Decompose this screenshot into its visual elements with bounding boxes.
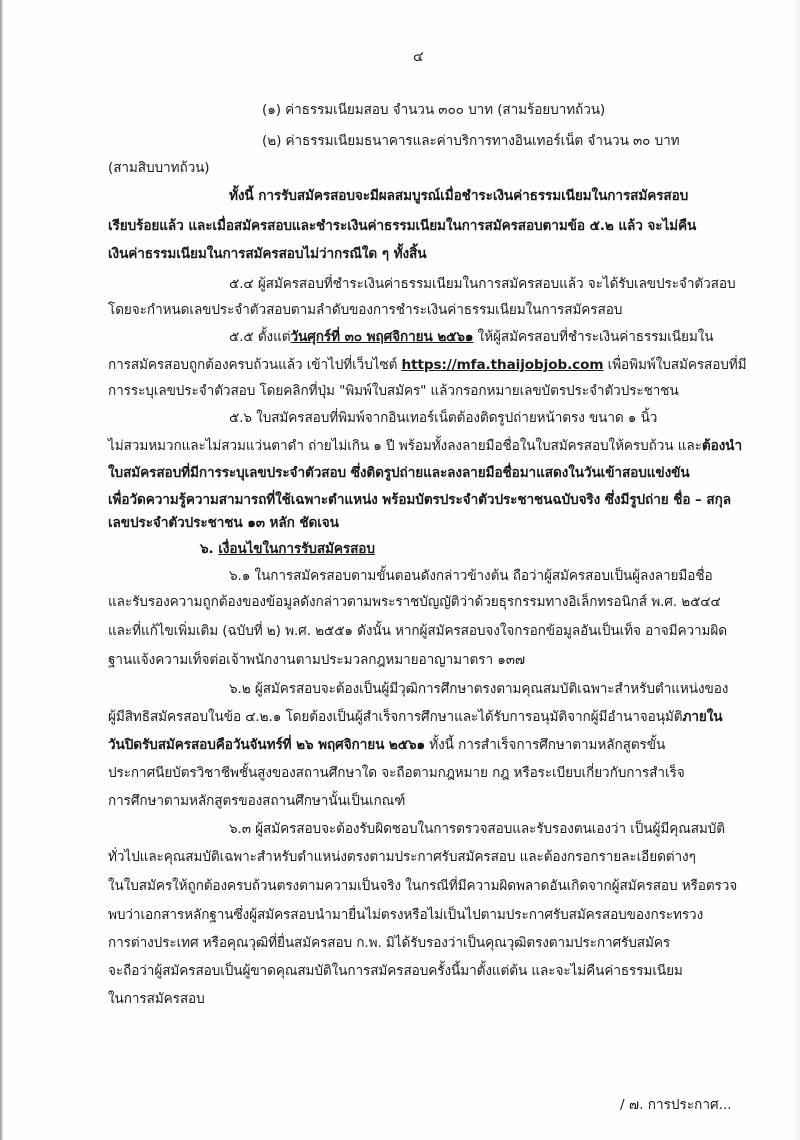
- section-5-6-line-2-bold: ต้องนำ: [701, 438, 742, 454]
- section-5-5-number: ๕.๕ ตั้งแต่: [229, 329, 291, 345]
- section-6-2-line-3: [108, 735, 665, 755]
- section-6-1-line-2: และรับรองความถูกต้องของข้อมูลดังกล่าวตามพระราชบัญญัติว่าด้วยธุรกรรมทางอิเล็กทรอนิกส์ พ.ศ. ๒๕๔๔: [108, 594, 721, 610]
- scan-edge-right: [792, 0, 800, 1140]
- section-5-5-line-3: การระบุเลขประจำตัวสอบ โดยคลิกที่ปุ่ม "พิมพ์ใบสมัคร" แล้วกรอกหมายเลขบัตรประจำตัวประชาชน: [108, 383, 679, 399]
- section-6-2-line-1: ๖.๒ ผู้สมัครสอบจะต้องเป็นผู้มีวุฒิการศึกษาตรงตามคุณสมบัติเฉพาะสำหรับตำแหน่งของ: [229, 681, 729, 697]
- section-6-1-line-3: และที่แก้ไขเพิ่มเติม (ฉบับที่ ๒) พ.ศ. ๒๕๕๑ ดังนั้น หากผู้สมัครสอบจงใจกรอกข้อมูลอันเป็นเท็จ อาจมีความผิด: [108, 623, 727, 639]
- section-6-3-line-6: จะถือว่าผู้สมัครสอบเป็นผู้ขาดคุณสมบัติในการสมัครสอบครั้งนี้มาตั้งแต่ต้น และจะไม่คืนค่าธรรมเนียม: [108, 963, 683, 979]
- section-6-2-line-3-rest: ทั้งนี้ การสำเร็จการศึกษาตามหลักสูตรขั้น: [425, 737, 666, 753]
- fee-item-2-cont: (สามสิบบาทถ้วน): [108, 160, 210, 176]
- section-6-1-line-4: ฐานแจ้งความเท็จต่อเจ้าพนักงานตามประมวลกฎหมายอาญามาตรา ๑๓๗: [108, 652, 526, 668]
- section-5-5-line-1-rest: ให้ผู้สมัครสอบที่ชำระเงินค่าธรรมเนียมใน: [473, 329, 714, 345]
- section-6-3-line-2: ทั่วไปและคุณสมบัติเฉพาะสำหรับตำแหน่งตรงตามประกาศรับสมัครสอบ และต้องกรอกรายละเอียดต่างๆ: [108, 849, 696, 865]
- section-5-6-line-4: เพื่อวัดความรู้ความสามารถที่ใช้เฉพาะตำแหน่ง พร้อมบัตรประจำตัวประชาชนฉบับจริง ซึ่งมีรูปถ่าย ชื่อ – สกุล: [108, 492, 731, 508]
- note-line-3: เงินค่าธรรมเนียมในการสมัครสอบไม่ว่ากรณีใด ๆ ทั้งสิ้น: [108, 246, 427, 262]
- section-5-4-line-2: โดยจะกำหนดเลขประจำตัวสอบตามลำดับของการชำระเงินค่าธรรมเนียมในการสมัครสอบ: [108, 302, 623, 318]
- section-6-1-line-1: ๖.๑ ในการสมัครสอบตามขั้นตอนดังกล่าวข้างต้น ถือว่าผู้สมัครสอบเป็นผู้ลงลายมือชื่อ: [229, 568, 713, 584]
- section-6-2-line-2-pre: ผู้มีสิทธิสมัครสอบในข้อ ๔.๒.๑ โดยต้องเป็นผู้สำเร็จการศึกษาและได้รับการอนุมัติจากผู้มีอำนาจอนุมัติ: [108, 709, 683, 725]
- section-6-number: ๖.: [200, 541, 219, 557]
- section-6-title: เงื่อนไขในการรับสมัครสอบ: [218, 541, 375, 557]
- website-link[interactable]: https://mfa.thaijobjob.com: [401, 357, 604, 373]
- section-5-5-line-2-post: เพื่อพิมพ์ใบสมัครสอบที่มี: [603, 357, 747, 373]
- open-date: วันศุกร์ที่ ๓๐ พฤศจิกายน ๒๕๖๑: [290, 329, 474, 345]
- section-6-3-line-5: การต่างประเทศ หรือคุณวุฒิที่ยื่นสมัครสอบ ก.พ. มิได้รับรองว่าเป็นคุณวุฒิตรงตามประกาศรับสมัคร: [108, 935, 671, 951]
- section-5-5-line-1: [229, 327, 713, 347]
- section-5-6-line-3: ใบสมัครสอบที่มีการระบุเลขประจำตัวสอบ ซึ่งติดรูปถ่ายและลงลายมือชื่อมาแสดงในวันเข้าสอบแข่งขัน: [108, 465, 690, 481]
- section-5-6-line-2-pre: ไม่สวมหมวกและไม่สวมแว่นตาดำ ถ่ายไม่เกิน ๑ ปี พร้อมทั้งลงลายมือชื่อในใบสมัครสอบให้ครบถ้วน และ: [108, 438, 702, 454]
- section-5-5-line-2-pre: การสมัครสอบถูกต้องครบถ้วนแล้ว เข้าไปที่เว็บไซต์: [108, 357, 402, 373]
- section-6-3-line-1: ๖.๓ ผู้สมัครสอบจะต้องรับผิดชอบในการตรวจสอบและรับรองตนเองว่า เป็นผู้มีคุณสมบัติ: [229, 821, 726, 837]
- section-5-4-line-1: ๕.๔ ผู้สมัครสอบที่ชำระเงินค่าธรรมเนียมในการสมัครสอบแล้ว จะได้รับเลขประจำตัวสอบ: [229, 276, 736, 292]
- section-5-6-line-2: [108, 436, 742, 456]
- next-page-reference: / ๗. การประกาศ...: [620, 1097, 732, 1113]
- section-6-2-line-5: การศึกษาตามหลักสูตรของสถานศึกษานั้นเป็นเกณฑ์: [108, 793, 406, 809]
- fee-item-1: (๑) ค่าธรรมเนียมสอบ จำนวน ๓๐๐ บาท (สามร้อยบาทถ้วน): [262, 102, 606, 118]
- scan-edge-left: [0, 0, 3, 1140]
- page-number: ๔: [413, 49, 424, 65]
- section-6-2-line-2-bold: ภายใน: [682, 709, 723, 725]
- section-6-3-line-3: ในใบสมัครให้ถูกต้องครบถ้วนตรงตามความเป็นจริง ในกรณีที่มีความผิดพลาดอันเกิดจากผู้สมัครสอบ หรือตรวจ: [108, 878, 738, 894]
- note-line-1: ทั้งนี้ การรับสมัครสอบจะมีผลสมบูรณ์เมื่อชำระเงินค่าธรรมเนียมในการสมัครสอบ: [229, 188, 689, 204]
- section-6-2-line-2: [108, 707, 722, 727]
- fee-item-2: (๒) ค่าธรรมเนียมธนาคารและค่าบริการทางอินเทอร์เน็ต จำนวน ๓๐ บาท: [262, 133, 680, 149]
- section-5-5-line-2: [108, 355, 747, 375]
- section-6-2-line-4: ประกาศนียบัตรวิชาชีพชั้นสูงของสถานศึกษาใด จะถือตามกฎหมาย กฎ หรือระเบียบเกี่ยวกับการสำเร็จ: [108, 765, 685, 781]
- note-line-2: เรียบร้อยแล้ว และเมื่อสมัครสอบและชำระเงินค่าธรรมเนียมในการสมัครสอบตามข้อ ๕.๒ แล้ว จะไม่คืน: [108, 218, 697, 234]
- closing-date: วันปิดรับสมัครสอบคือวันจันทร์ที่ ๒๖ พฤศจิกายน ๒๕๖๑: [108, 737, 426, 753]
- section-5-6-line-1: ๕.๖ ใบสมัครสอบที่พิมพ์จากอินเทอร์เน็ตต้องติดรูปถ่ายหน้าตรง ขนาด ๑ นิ้ว: [229, 410, 658, 426]
- section-6-3-line-7: ในการสมัครสอบ: [108, 991, 205, 1007]
- section-5-6-line-5: เลขประจำตัวประชาชน ๑๓ หลัก ชัดเจน: [108, 515, 339, 531]
- section-6-heading: [200, 539, 375, 559]
- section-6-3-line-4: พบว่าเอกสารหลักฐานซึ่งผู้สมัครสอบนำมายื่นไม่ตรงหรือไม่เป็นไปตามประกาศรับสมัครสอบของกระทรวง: [108, 907, 704, 923]
